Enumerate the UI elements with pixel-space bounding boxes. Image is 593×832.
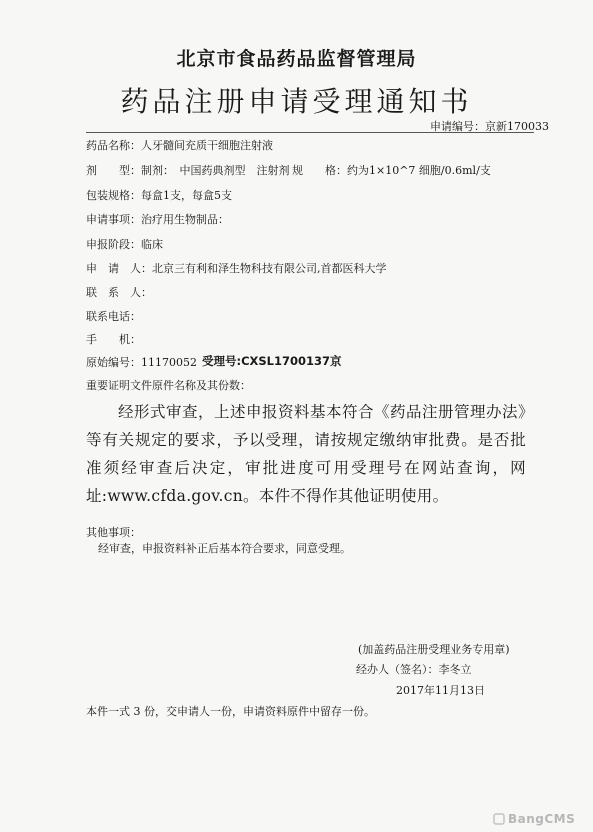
documents-label: 重要证明文件原件名称及其份数： bbox=[86, 379, 251, 392]
issue-date: 2017年11月13日 bbox=[396, 684, 485, 697]
stamp-note: (加盖药品注册受理业务专用章) bbox=[358, 643, 510, 656]
watermark-text: BangCMS bbox=[508, 812, 576, 826]
handler-signature: 经办人（签名）：李冬立 bbox=[356, 663, 472, 676]
application-item-row bbox=[86, 211, 229, 227]
dosage-label: 剂 型： bbox=[86, 164, 141, 177]
dosage-row bbox=[86, 162, 290, 178]
copies-note: 本件一式 3 份，交申请人一份，申请资料原件中留存一份。 bbox=[86, 705, 375, 718]
stage-label: 申报阶段： bbox=[86, 238, 141, 251]
mobile-label: 手 机： bbox=[86, 333, 141, 346]
applicant-row bbox=[86, 260, 387, 276]
stage-row bbox=[86, 236, 163, 252]
mobile-row bbox=[86, 331, 141, 347]
package-row bbox=[86, 187, 232, 203]
header-divider bbox=[86, 132, 534, 133]
phone-label: 联系电话： bbox=[86, 310, 141, 323]
contact-row bbox=[86, 284, 152, 300]
contact-label: 联 系 人： bbox=[86, 286, 152, 299]
other-matters-text: 经审查，申报资料补正后基本符合要求，同意受理。 bbox=[98, 542, 351, 555]
applicant-label: 申 请 人： bbox=[86, 262, 152, 275]
stage-value: 临床 bbox=[141, 238, 163, 251]
drug-name-row bbox=[86, 137, 273, 153]
review-statement: 经形式审查，上述申报资料基本符合《药品注册管理办法》等有关规定的要求，予以受理，请按规定缴纳审批费。是否批准须经审查后决定，审批进度可用受理号在网站查询，网址:www.cfda.gov.cn。本件不得作其他证明使用。 bbox=[86, 403, 526, 505]
watermark-logo-icon bbox=[493, 813, 505, 825]
issuing-authority: 北京市食品药品监督管理局 bbox=[176, 48, 417, 70]
application-number: 申请编号：京新170033 bbox=[430, 120, 549, 133]
spec-value: 约为1×10^7 细胞/0.6ml/支 bbox=[347, 164, 491, 177]
document-title: 药品注册申请受理通知书 bbox=[120, 85, 473, 118]
drug-name-value: 人牙髓间充质干细胞注射液 bbox=[141, 139, 273, 152]
original-number-label: 原始编号： bbox=[86, 356, 141, 369]
application-item-value: 治疗用生物制品： bbox=[141, 213, 229, 226]
application-item-label: 申请事项： bbox=[86, 213, 141, 226]
spec-row bbox=[292, 162, 491, 178]
original-number-value: 11170052 bbox=[141, 356, 197, 369]
package-value: 每盒1支，每盒5支 bbox=[141, 189, 232, 202]
package-label: 包装规格： bbox=[86, 189, 141, 202]
other-matters-label: 其他事项： bbox=[86, 526, 141, 539]
phone-row bbox=[86, 308, 141, 324]
spec-label: 规 格： bbox=[292, 164, 347, 177]
acceptance-number: 受理号:CXSL1700137京 bbox=[202, 354, 342, 368]
applicant-value: 北京三有利和泽生物科技有限公司,首都医科大学 bbox=[152, 262, 387, 275]
drug-name-label: 药品名称： bbox=[86, 139, 141, 152]
dosage-value: 制剂： 中国药典剂型 注射剂 bbox=[141, 164, 290, 177]
original-number-row bbox=[86, 354, 197, 370]
